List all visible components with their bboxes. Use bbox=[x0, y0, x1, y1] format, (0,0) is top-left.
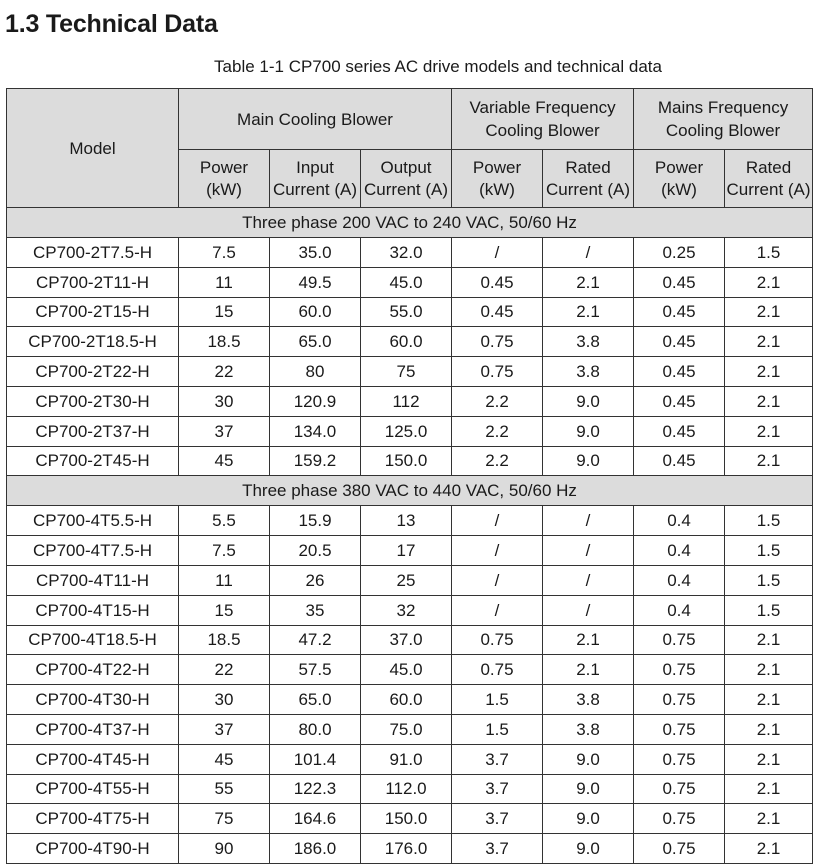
table-cell: 91.0 bbox=[361, 744, 452, 774]
table-cell: / bbox=[543, 565, 634, 595]
table-cell: 3.7 bbox=[452, 774, 543, 804]
table-cell: 9.0 bbox=[543, 774, 634, 804]
table-row bbox=[7, 714, 813, 744]
table-cell: 101.4 bbox=[270, 744, 361, 774]
sub-header-line1: Power bbox=[654, 157, 704, 177]
table-cell: 120.9 bbox=[270, 386, 361, 416]
model-cell: CP700-4T7.5-H bbox=[7, 536, 179, 566]
table-cell: 65.0 bbox=[270, 327, 361, 357]
table-cell: 2.1 bbox=[725, 685, 813, 715]
table-cell: / bbox=[452, 238, 543, 268]
table-cell: 60.0 bbox=[361, 685, 452, 715]
table-cell: / bbox=[452, 565, 543, 595]
table-cell: 0.45 bbox=[634, 327, 725, 357]
table-cell: 15 bbox=[179, 595, 270, 625]
table-cell: 0.25 bbox=[634, 238, 725, 268]
header-variable-line1: Variable Frequency bbox=[469, 98, 616, 117]
table-cell: 159.2 bbox=[270, 446, 361, 476]
table-cell: 134.0 bbox=[270, 416, 361, 446]
model-cell: CP700-4T18.5-H bbox=[7, 625, 179, 655]
table-cell: 0.45 bbox=[452, 267, 543, 297]
table-cell: / bbox=[543, 595, 634, 625]
table-cell: / bbox=[543, 506, 634, 536]
section-title: 1.3 Technical Data bbox=[5, 10, 218, 38]
sub-header-cell bbox=[725, 150, 813, 208]
table-cell: 125.0 bbox=[361, 416, 452, 446]
sub-header-line2: Current (A) bbox=[545, 179, 631, 199]
sub-header-cell bbox=[634, 150, 725, 208]
table-cell: 45 bbox=[179, 446, 270, 476]
header-variable-frequency-blower bbox=[452, 89, 634, 150]
table-cell: 22 bbox=[179, 655, 270, 685]
table-row bbox=[7, 834, 813, 864]
voltage-group-label: Three phase 380 VAC to 440 VAC, 50/60 Hz bbox=[7, 476, 813, 506]
table-cell: 37 bbox=[179, 416, 270, 446]
table-header bbox=[7, 89, 813, 208]
table-cell: 9.0 bbox=[543, 834, 634, 864]
table-cell: 176.0 bbox=[361, 834, 452, 864]
sub-header-line2: Current (A) bbox=[272, 179, 358, 199]
table-cell: 2.1 bbox=[725, 386, 813, 416]
table-cell: 2.1 bbox=[725, 744, 813, 774]
table-cell: 2.1 bbox=[725, 834, 813, 864]
table-cell: 49.5 bbox=[270, 267, 361, 297]
table-cell: 3.8 bbox=[543, 327, 634, 357]
table-cell: 1.5 bbox=[452, 685, 543, 715]
table-cell: 80.0 bbox=[270, 714, 361, 744]
table-cell: 112.0 bbox=[361, 774, 452, 804]
table-cell: 60.0 bbox=[270, 297, 361, 327]
table-cell: 45 bbox=[179, 744, 270, 774]
table-cell: 150.0 bbox=[361, 446, 452, 476]
table-row bbox=[7, 238, 813, 268]
table-cell: 3.7 bbox=[452, 804, 543, 834]
table-cell: 35 bbox=[270, 595, 361, 625]
table-row bbox=[7, 774, 813, 804]
table-cell: 164.6 bbox=[270, 804, 361, 834]
table-cell: 150.0 bbox=[361, 804, 452, 834]
table-cell: 122.3 bbox=[270, 774, 361, 804]
table-cell: / bbox=[452, 595, 543, 625]
sub-header-cell bbox=[179, 150, 270, 208]
model-cell: CP700-2T15-H bbox=[7, 297, 179, 327]
table-cell: 9.0 bbox=[543, 744, 634, 774]
table-cell: / bbox=[452, 506, 543, 536]
table-cell: 1.5 bbox=[725, 238, 813, 268]
table-row bbox=[7, 357, 813, 387]
table-row bbox=[7, 386, 813, 416]
table-cell: 0.4 bbox=[634, 595, 725, 625]
table-cell: 17 bbox=[361, 536, 452, 566]
table-cell: 0.45 bbox=[452, 297, 543, 327]
table-cell: / bbox=[543, 536, 634, 566]
table-cell: 0.75 bbox=[452, 357, 543, 387]
sub-header-line2: Current (A) bbox=[363, 179, 449, 199]
table-cell: 9.0 bbox=[543, 416, 634, 446]
table-cell: 0.45 bbox=[634, 267, 725, 297]
header-mains-line2: Cooling Blower bbox=[665, 121, 781, 140]
table-cell: / bbox=[452, 536, 543, 566]
table-row bbox=[7, 446, 813, 476]
table-cell: 55 bbox=[179, 774, 270, 804]
table-row bbox=[7, 625, 813, 655]
table-cell: 3.8 bbox=[543, 685, 634, 715]
table-cell: 18.5 bbox=[179, 625, 270, 655]
table-cell: 9.0 bbox=[543, 446, 634, 476]
table-cell: 1.5 bbox=[725, 536, 813, 566]
voltage-group-label: Three phase 200 VAC to 240 VAC, 50/60 Hz bbox=[7, 208, 813, 238]
table-cell: 0.75 bbox=[452, 655, 543, 685]
model-cell: CP700-4T55-H bbox=[7, 774, 179, 804]
table-cell: 0.45 bbox=[634, 446, 725, 476]
table-cell: 75 bbox=[179, 804, 270, 834]
table-cell: 0.45 bbox=[634, 357, 725, 387]
table-cell: 45.0 bbox=[361, 267, 452, 297]
table-row bbox=[7, 655, 813, 685]
sub-header-line1: Power bbox=[472, 157, 522, 177]
table-cell: 3.7 bbox=[452, 834, 543, 864]
model-cell: CP700-2T30-H bbox=[7, 386, 179, 416]
model-cell: CP700-2T11-H bbox=[7, 267, 179, 297]
table-cell: 20.5 bbox=[270, 536, 361, 566]
table-cell: 2.1 bbox=[725, 446, 813, 476]
table-cell: 0.75 bbox=[634, 804, 725, 834]
table-cell: 1.5 bbox=[725, 595, 813, 625]
table-cell: 7.5 bbox=[179, 238, 270, 268]
table-cell: 2.1 bbox=[725, 804, 813, 834]
model-cell: CP700-4T90-H bbox=[7, 834, 179, 864]
table-cell: 35.0 bbox=[270, 238, 361, 268]
table-cell: 11 bbox=[179, 565, 270, 595]
table-cell: 2.2 bbox=[452, 416, 543, 446]
table-cell: 2.1 bbox=[725, 416, 813, 446]
table-cell: 2.1 bbox=[725, 297, 813, 327]
table-row bbox=[7, 267, 813, 297]
table-cell: 0.4 bbox=[634, 536, 725, 566]
table-cell: 13 bbox=[361, 506, 452, 536]
table-cell: 2.2 bbox=[452, 386, 543, 416]
table-cell: 2.2 bbox=[452, 446, 543, 476]
sub-header-line1: Rated bbox=[745, 157, 792, 177]
table-cell: 2.1 bbox=[725, 655, 813, 685]
table-cell: 0.4 bbox=[634, 565, 725, 595]
table-cell: 11 bbox=[179, 267, 270, 297]
table-cell: 2.1 bbox=[725, 267, 813, 297]
sub-header-line1: Rated bbox=[565, 157, 611, 177]
table-cell: 3.8 bbox=[543, 714, 634, 744]
model-cell: CP700-4T5.5-H bbox=[7, 506, 179, 536]
sub-header-line1: Power bbox=[199, 157, 249, 177]
table-cell: 90 bbox=[179, 834, 270, 864]
table-cell: 80 bbox=[270, 357, 361, 387]
table-caption: Table 1-1 CP700 series AC drive models and technical data bbox=[214, 57, 662, 76]
header-variable-line2: Cooling Blower bbox=[485, 121, 600, 140]
table-cell: 45.0 bbox=[361, 655, 452, 685]
header-main-cooling-blower: Main Cooling Blower bbox=[179, 89, 452, 150]
table-cell: 0.75 bbox=[452, 327, 543, 357]
table-cell: 26 bbox=[270, 565, 361, 595]
model-cell: CP700-4T75-H bbox=[7, 804, 179, 834]
table-cell: 15.9 bbox=[270, 506, 361, 536]
table-cell: 15 bbox=[179, 297, 270, 327]
model-cell: CP700-2T37-H bbox=[7, 416, 179, 446]
table-cell: 30 bbox=[179, 685, 270, 715]
table-cell: 32.0 bbox=[361, 238, 452, 268]
table-cell: 3.7 bbox=[452, 744, 543, 774]
table-cell: 1.5 bbox=[452, 714, 543, 744]
voltage-group-row bbox=[7, 208, 813, 238]
table-cell: 112 bbox=[361, 386, 452, 416]
table-cell: 1.5 bbox=[725, 506, 813, 536]
table-cell: 75 bbox=[361, 357, 452, 387]
table-row bbox=[7, 327, 813, 357]
table-row bbox=[7, 416, 813, 446]
table-cell: 0.75 bbox=[634, 834, 725, 864]
table-cell: 37 bbox=[179, 714, 270, 744]
model-cell: CP700-4T11-H bbox=[7, 565, 179, 595]
table-cell: 1.5 bbox=[725, 565, 813, 595]
table-cell: 30 bbox=[179, 386, 270, 416]
table-cell: 57.5 bbox=[270, 655, 361, 685]
sub-header-line2: Current (A) bbox=[726, 179, 811, 199]
voltage-group-row bbox=[7, 476, 813, 506]
sub-header-line2: (kW) bbox=[479, 179, 515, 199]
table-cell: 186.0 bbox=[270, 834, 361, 864]
table-cell: / bbox=[543, 238, 634, 268]
table-cell: 0.45 bbox=[634, 386, 725, 416]
table-cell: 9.0 bbox=[543, 804, 634, 834]
model-cell: CP700-4T45-H bbox=[7, 744, 179, 774]
table-row bbox=[7, 804, 813, 834]
table-cell: 0.75 bbox=[634, 685, 725, 715]
table-cell: 2.1 bbox=[543, 267, 634, 297]
header-mains-frequency-blower bbox=[634, 89, 813, 150]
model-cell: CP700-2T45-H bbox=[7, 446, 179, 476]
table-cell: 47.2 bbox=[270, 625, 361, 655]
table-cell: 65.0 bbox=[270, 685, 361, 715]
table-cell: 3.8 bbox=[543, 357, 634, 387]
table-cell: 9.0 bbox=[543, 386, 634, 416]
model-cell: CP700-4T37-H bbox=[7, 714, 179, 744]
header-model: Model bbox=[7, 89, 179, 208]
table-cell: 5.5 bbox=[179, 506, 270, 536]
header-mains-line1: Mains Frequency bbox=[657, 98, 789, 117]
table-cell: 18.5 bbox=[179, 327, 270, 357]
sub-header-line1: Input bbox=[296, 157, 334, 177]
sub-header-cell bbox=[361, 150, 452, 208]
sub-header-cell bbox=[270, 150, 361, 208]
table-body bbox=[7, 208, 813, 864]
table-cell: 0.4 bbox=[634, 506, 725, 536]
table-row bbox=[7, 744, 813, 774]
table-cell: 32 bbox=[361, 595, 452, 625]
table-cell: 22 bbox=[179, 357, 270, 387]
model-cell: CP700-4T30-H bbox=[7, 685, 179, 715]
table-cell: 2.1 bbox=[725, 625, 813, 655]
sub-header-line2: (kW) bbox=[206, 179, 242, 199]
model-cell: CP700-2T7.5-H bbox=[7, 238, 179, 268]
table-cell: 2.1 bbox=[543, 625, 634, 655]
table-row bbox=[7, 506, 813, 536]
table-cell: 25 bbox=[361, 565, 452, 595]
table-cell: 2.1 bbox=[543, 297, 634, 327]
table-cell: 2.1 bbox=[543, 655, 634, 685]
table-cell: 0.45 bbox=[634, 297, 725, 327]
table-cell: 37.0 bbox=[361, 625, 452, 655]
sub-header-line1: Output bbox=[380, 157, 432, 177]
model-cell: CP700-4T22-H bbox=[7, 655, 179, 685]
table-row bbox=[7, 595, 813, 625]
table-cell: 2.1 bbox=[725, 714, 813, 744]
table-cell: 0.75 bbox=[634, 714, 725, 744]
technical-data-table bbox=[6, 88, 813, 864]
table-cell: 7.5 bbox=[179, 536, 270, 566]
table-cell: 0.75 bbox=[634, 655, 725, 685]
table-cell: 0.75 bbox=[634, 774, 725, 804]
table-cell: 0.75 bbox=[634, 744, 725, 774]
table-cell: 75.0 bbox=[361, 714, 452, 744]
table-cell: 2.1 bbox=[725, 357, 813, 387]
table-row bbox=[7, 565, 813, 595]
table-cell: 2.1 bbox=[725, 327, 813, 357]
model-cell: CP700-2T22-H bbox=[7, 357, 179, 387]
model-cell: CP700-4T15-H bbox=[7, 595, 179, 625]
model-cell: CP700-2T18.5-H bbox=[7, 327, 179, 357]
table-row bbox=[7, 297, 813, 327]
table-row bbox=[7, 536, 813, 566]
table-cell: 55.0 bbox=[361, 297, 452, 327]
table-cell: 2.1 bbox=[725, 774, 813, 804]
table-cell: 0.75 bbox=[452, 625, 543, 655]
sub-header-cell bbox=[452, 150, 543, 208]
sub-header-line2: (kW) bbox=[661, 179, 697, 199]
table-row bbox=[7, 685, 813, 715]
table-cell: 60.0 bbox=[361, 327, 452, 357]
table-cell: 0.75 bbox=[634, 625, 725, 655]
sub-header-cell bbox=[543, 150, 634, 208]
table-cell: 0.45 bbox=[634, 416, 725, 446]
